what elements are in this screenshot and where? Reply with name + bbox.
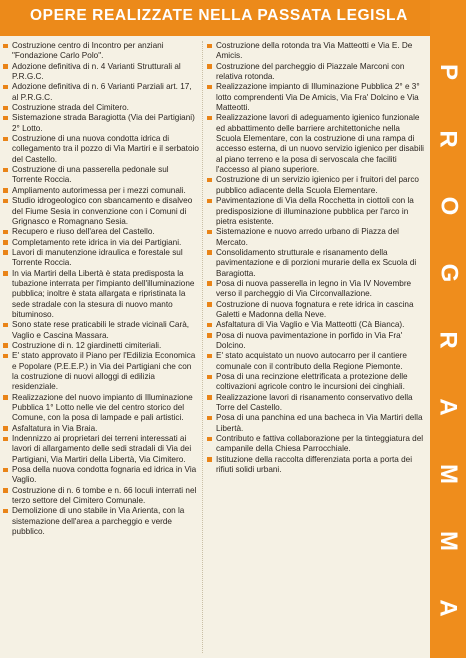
list-item [207, 279, 425, 300]
list-item [3, 113, 199, 134]
list-item [3, 434, 199, 465]
list-item [3, 320, 199, 341]
bullet-square-icon [3, 44, 8, 49]
list-item-text: Sistemazione strada Baragiotta (Via dei Partigiani) 2° Lotto. [12, 113, 195, 133]
bullet-square-icon [3, 250, 8, 255]
bullet-square-icon [3, 85, 8, 90]
list-item [207, 372, 425, 393]
bullet-square-icon [207, 178, 212, 183]
bullet-square-icon [207, 85, 212, 90]
list-item-text: Posa di una recinzione elettrificata a protezione delle coltivazioni agricole contro le incursioni dei cinghiali. [216, 372, 408, 392]
list-item-text: Pavimentazione di Via della Rocchetta in ciottoli con la predisposizione di illuminazione pubblica per l'arco in pietra esistente. [216, 196, 414, 226]
right-column-list [207, 41, 425, 654]
list-item [3, 186, 199, 196]
bullet-square-icon [207, 64, 212, 69]
list-item [207, 41, 425, 62]
side-banner-letter: A [435, 599, 462, 617]
bullet-square-icon [207, 354, 212, 359]
list-item [3, 41, 199, 62]
bullet-square-icon [3, 509, 8, 514]
list-item-text: Adozione definitiva di n. 6 Varianti Parziali art. 17, al P.R.G.C. [12, 82, 192, 102]
bullet-square-icon [207, 333, 212, 338]
page-title: OPERE REALIZZATE NELLA PASSATA LEGISLA [30, 7, 408, 24]
list-item-text: Sistemazione e nuovo arredo urbano di Piazza del Mercato. [216, 227, 399, 247]
side-banner-letter: O [434, 196, 462, 216]
bullet-square-icon [3, 426, 8, 431]
column-divider [202, 41, 203, 653]
bullet-square-icon [207, 281, 212, 286]
title-banner [0, 0, 430, 36]
list-item-text: Posa di una panchina ed una bacheca in Via Martiri della Libertà. [216, 413, 423, 433]
bullet-square-icon [3, 106, 8, 111]
bullet-square-icon [207, 44, 212, 49]
list-item-text: Posa di nuova passerella in legno in Via IV Novembre verso il parcheggio di Via Circonvallazione. [216, 278, 412, 299]
list-item-text: Costruzione di una passerella pedonale sul Torrente Roccia. [12, 165, 169, 185]
list-item [207, 393, 425, 414]
list-item-text: Realizzazione lavori di adeguamento igienico funzionale ed abbattimento delle barriere architettoniche nella Scuola Elementare, con la costruzione di una rampa di accesso esterna, di un nuovo servizio igienico per disabili al piano terreno e la posa di servoscala che faciliti l'accesso al piano superiore. [216, 113, 424, 175]
bullet-square-icon [3, 168, 8, 173]
list-item [3, 424, 199, 434]
list-item [3, 82, 199, 103]
list-item [3, 103, 199, 113]
bullet-square-icon [3, 395, 8, 400]
side-banner-letter: G [434, 263, 462, 283]
list-item [207, 351, 425, 372]
side-banner-letter: M [435, 464, 462, 484]
side-banner-letter: P [434, 63, 462, 81]
bullet-square-icon [3, 271, 8, 276]
list-item-text: Realizzazione lavori di risanamento conservativo della Torre del Castello. [216, 392, 413, 413]
bullet-square-icon [207, 199, 212, 204]
list-item [3, 486, 199, 507]
bullet-square-icon [3, 64, 8, 69]
list-item-text: Indennizzo ai proprietari dei terreni interessati ai lavori di allargamento delle sedi stradali di Via dei Partigiani, Via Martiri della Libertà, Via Cimitero. [12, 434, 192, 464]
bullet-square-icon [207, 302, 212, 307]
bullet-square-icon [207, 437, 212, 442]
side-banner-letter: R [435, 130, 462, 148]
side-banner-letter: A [435, 398, 462, 416]
list-item-text: In via Martiri della Libertà è stata predisposta la tubazione interrata per l'impianto dell'illuminazione pubblica; inoltre è stata allargata e ripristinata la sede stradale con la stesura di nuovo manto bituminoso. [12, 268, 195, 319]
list-item [207, 175, 425, 196]
list-item [3, 196, 199, 227]
list-item-text: Costruzione di n. 6 tombe e n. 66 loculi interrati nel terzo settore del Cimitero Comunale. [12, 485, 197, 506]
list-item-text: Completamento rete idrica in via dei Partigiani. [12, 237, 182, 247]
bullet-square-icon [3, 116, 8, 121]
side-banner [430, 0, 466, 658]
bullet-square-icon [207, 116, 212, 121]
list-item [207, 82, 425, 113]
list-item-text: Costruzione centro di Incontro per anziani "Fondazione Carlo Polo". [12, 41, 164, 61]
bullet-square-icon [3, 437, 8, 442]
list-item-text: Consolidamento strutturale e risanamento della pavimentazione e di porzioni murarie della ex Scuola di Baragiotta. [216, 247, 417, 278]
bullet-square-icon [207, 250, 212, 255]
list-item-text: E' stato acquistato un nuovo autocarro per il cantiere comunale con il contributo della Regione Piemonte. [216, 351, 407, 371]
list-item-text: Asfaltatura in Via Braia. [12, 423, 98, 433]
bullet-square-icon [3, 230, 8, 235]
bullet-square-icon [207, 395, 212, 400]
bullet-square-icon [3, 199, 8, 204]
list-item-text: Ampliamento autorimessa per i mezzi comunali. [12, 185, 186, 195]
side-banner-letter: R [435, 331, 462, 349]
bullet-square-icon [3, 343, 8, 348]
list-item-text: Istituzione della raccolta differenziata porta a porta dei rifiuti solidi urbani. [216, 454, 413, 475]
list-item [207, 227, 425, 248]
list-item-text: Sono state rese praticabili le strade vicinali Carà, Vaglio e Cascina Massara. [12, 320, 190, 340]
list-item-text: Costruzione di n. 12 giardinetti cimiteriali. [12, 340, 162, 350]
list-item [207, 196, 425, 227]
list-item [3, 238, 199, 248]
side-banner-letters [430, 60, 466, 620]
side-banner-letter: M [435, 531, 462, 551]
bullet-square-icon [3, 188, 8, 193]
bullet-square-icon [207, 457, 212, 462]
list-item [3, 165, 199, 186]
list-item-text: Recupero e riuso dell'area del Castello. [12, 227, 155, 237]
list-item [207, 455, 425, 476]
list-item-text: Studio idrogeologico con sbancamento e disalveo del Fiume Sesia in convenzione con i Comuni di Grignasco e Romagnano Sesia. [12, 196, 193, 226]
list-item [207, 320, 425, 330]
list-item [3, 351, 199, 392]
list-item-text: Costruzione del parcheggio di Piazzale Marconi con relativa rotonda. [216, 61, 405, 82]
list-item [207, 300, 425, 321]
list-item [3, 227, 199, 237]
list-item-text: Posa della nuova condotta fognaria ed idrica in Via Vaglio. [12, 465, 197, 485]
list-item [207, 413, 425, 434]
list-item [207, 248, 425, 279]
list-item-text: Costruzione di una nuova condotta idrica di collegamento tra il pozzo di Via Martiri e il serbatoio del Castello. [12, 134, 199, 164]
left-column-list [3, 41, 199, 654]
bullet-square-icon [3, 137, 8, 142]
bullet-square-icon [3, 468, 8, 473]
list-item-text: Realizzazione impianto di Illuminazione Pubblica 2° e 3° lotto comprendenti Via De Amicis, Via Fra' Dolcino e Via Matteotti. [216, 82, 420, 113]
list-item [3, 248, 199, 269]
list-item-text: Adozione definitiva di n. 4 Varianti Strutturali al P.R.G.C. [12, 61, 181, 82]
list-item-text: Costruzione di un servizio igienico per i fruitori del parco pubblico adiacente della Scuola Elementare. [216, 175, 419, 195]
bullet-square-icon [207, 230, 212, 235]
list-item [207, 434, 425, 455]
list-item [3, 134, 199, 165]
bullet-square-icon [3, 354, 8, 359]
list-item [3, 393, 199, 424]
list-item-text: Demolizione di uno stabile in Via Arienta, con la sistemazione dell'area a parcheggio e verde pubblico. [12, 506, 185, 537]
bullet-square-icon [207, 416, 212, 421]
list-item-text: Costruzione strada del Cimitero. [12, 103, 129, 113]
list-item-text: Posa di nuova pavimentazione in porfido in Via Fra' Dolcino. [216, 330, 403, 350]
bullet-square-icon [3, 488, 8, 493]
bullet-square-icon [3, 323, 8, 328]
bullet-square-icon [3, 240, 8, 245]
list-item [207, 331, 425, 352]
list-item [207, 62, 425, 83]
bullet-square-icon [207, 323, 212, 328]
list-item-text: Lavori di manutenzione idraulica e forestale sul Torrente Roccia. [12, 247, 183, 268]
list-item-text: Realizzazione del nuovo impianto di Illuminazione Pubblica 1° Lotto nelle vie del centro storico del Comune, con la posa di lampade e pali artistici. [12, 392, 193, 423]
list-item-text: Asfaltatura di Via Vaglio e Via Matteotti (Cà Bianca). [216, 320, 405, 330]
bullet-square-icon [207, 375, 212, 380]
list-item [3, 506, 199, 537]
list-item [3, 465, 199, 486]
list-item-text: Costruzione di nuova fognatura e rete idrica in cascina Galetti e Madonna della Neve. [216, 299, 414, 319]
list-item-text: E' stato approvato il Piano per l'Edilizia Economica e Popolare (P.E.E.P.) in Via dei Partigiani che con la costruzione di nuovi alloggi di edilizia residenziale. [12, 351, 196, 392]
list-item [3, 341, 199, 351]
list-item [207, 113, 425, 175]
list-item-text: Contributo e fattiva collaborazione per la tinteggiatura del campanile della Chiesa Parrocchiale. [216, 434, 424, 454]
list-item-text: Costruzione della rotonda tra Via Matteotti e Via E. De Amicis. [216, 41, 413, 61]
list-item [3, 62, 199, 83]
list-item [3, 269, 199, 321]
